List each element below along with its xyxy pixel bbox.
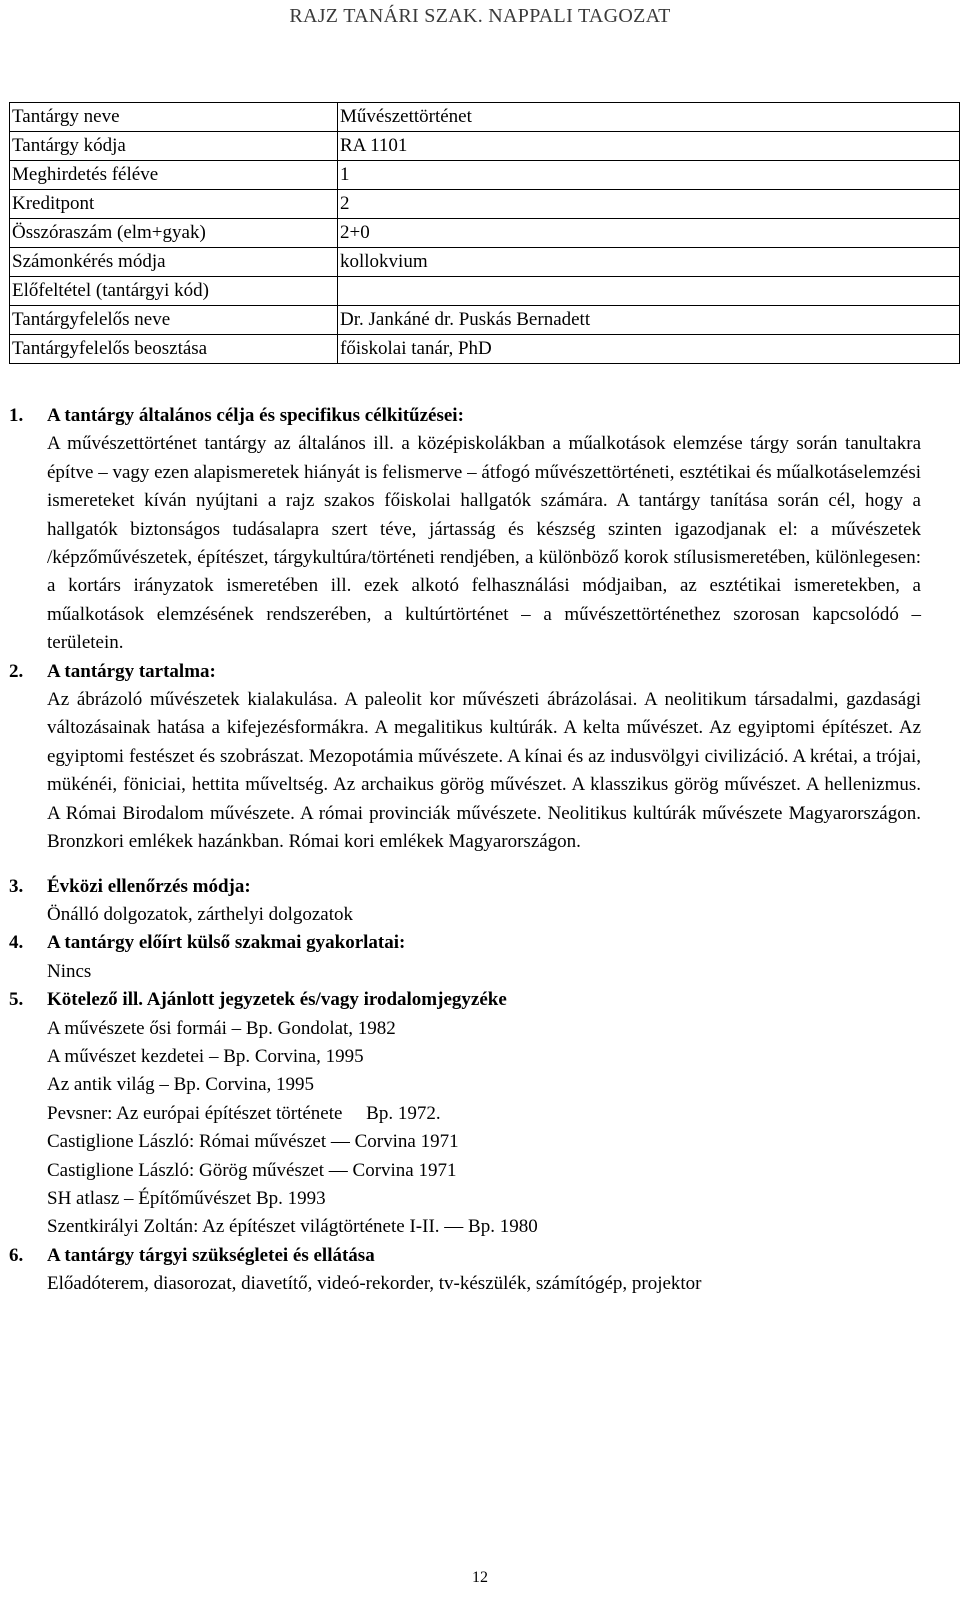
section-title: A tantárgy általános célja és specifikus célkitűzései: <box>47 405 464 426</box>
table-row <box>10 132 960 161</box>
reference-item: SH atlasz – Építőművészet Bp. 1993 <box>47 1187 326 1209</box>
exam-type-label: Számonkérés módja <box>10 248 338 277</box>
section-number: 1. <box>9 405 24 426</box>
prerequisite-value <box>338 277 960 306</box>
reference-item: Az antik világ – Bp. Corvina, 1995 <box>47 1074 315 1096</box>
table-row <box>10 335 960 364</box>
reference-item: Castiglione László: Görög művészet — Corvina 1971 <box>47 1159 457 1181</box>
section-title: Kötelező ill. Ajánlott jegyzetek és/vagy irodalomjegyzéke <box>47 989 507 1011</box>
hours-value: 2+0 <box>338 219 960 248</box>
responsible-position-label: Tantárgyfelelős beosztása <box>10 335 338 364</box>
semester-label: Meghirdetés féléve <box>10 161 338 190</box>
credit-label: Kreditpont <box>10 190 338 219</box>
section-body: Az ábrázoló művészetek kialakulása. A paleolit kor művészeti ábrázolásai. A neolitikum társadalmi, gazdasági változásainak hatása a kifejezésformákra. A megalitikus kultúrák. A kelta művészet. Az egyiptomi építészet. Az egyiptomi festészet és szobrászat. Mezopotámia művészete. A kínai és az indusvölgyi civilizáció. A krétai, a trójai, mükénéi, föniciai, hettita műveltség. Az archaikus görög művészet. A klasszikus görög művészet. A hellenizmus. A Római Birodalom művészete. A római provinciák művészete. Neolitikus kultúrák művészete Magyarországon. Bronzkori emlékek hazánkban. Római kori emlékek Magyarországon. <box>47 689 921 853</box>
table-row <box>10 103 960 132</box>
section-number: 5. <box>9 989 24 1011</box>
section-equipment <box>9 1242 921 1299</box>
section-title: A tantárgy tartalma: <box>47 660 216 682</box>
credit-value: 2 <box>338 190 960 219</box>
section-literature <box>9 986 921 1242</box>
course-code-label: Tantárgy kódja <box>10 132 338 161</box>
exam-type-value: kollokvium <box>338 248 960 277</box>
table-row <box>10 161 960 190</box>
table-row <box>10 219 960 248</box>
course-code-value: RA 1101 <box>338 132 960 161</box>
table-row <box>10 248 960 277</box>
document-body <box>9 402 921 1299</box>
prerequisite-label: Előfeltétel (tantárgyi kód) <box>10 277 338 306</box>
table-row <box>10 306 960 335</box>
reference-item: Pevsner: Az európai építészet története Bp. 1972. <box>47 1102 441 1124</box>
course-name-label: Tantárgy neve <box>10 103 338 132</box>
section-body: Önálló dolgozatok, zárthelyi dolgozatok <box>47 903 354 925</box>
table-row <box>10 277 960 306</box>
page-number: 12 <box>472 1569 488 1586</box>
section-body: A művészettörténet tantárgy az általános ill. a középiskolákban a műalkotások elemzése tárgy során tanultakra építve – vagy ezen alapismeretek hiányát is felismerve – átfogó művészettörténeti, esztétikai és műalkotáselemzési ismereteket kíván nyújtani a rajz szakos főiskolai hallgatók számára. A tantárgy tanítása során cél, hogy a hallgatók biztonságos tudásalapra szert téve, jártasság és készség szinten igazodjanak el: a művészetek /képzőművészetek, építészet, tárgykultúra/történeti rendjében, a különböző korok stílusismeretében, különlegesen: a kortárs irányzatok ismeretében ill. ezek alkotó felhasználási módjaiban, az esztétikai ismeretekben, a műalkotások elemzésének rendszerében, a kultúrtörténet – a művészettörténethez szorosan kapcsolódó – területein. <box>47 433 921 654</box>
course-info-table <box>9 102 960 364</box>
hours-label: Összóraszám (elm+gyak) <box>10 219 338 248</box>
section-assessment <box>9 873 921 930</box>
semester-value: 1 <box>338 161 960 190</box>
section-title: Évközi ellenőrzés módja: <box>47 875 251 897</box>
section-goals <box>9 402 921 658</box>
responsible-position-value: főiskolai tanár, PhD <box>338 335 960 364</box>
reference-item: Szentkirályi Zoltán: Az építészet világtörténete I-II. — Bp. 1980 <box>47 1216 538 1238</box>
section-title: A tantárgy előírt külső szakmai gyakorlatai: <box>47 932 406 954</box>
section-practice <box>9 929 921 986</box>
responsible-name-value: Dr. Jankáné dr. Puskás Bernadett <box>338 306 960 335</box>
section-content <box>9 658 921 857</box>
spacer <box>9 857 921 873</box>
reference-item: A művészete ősi formái – Bp. Gondolat, 1982 <box>47 1017 396 1039</box>
section-title: A tantárgy tárgyi szükségletei és ellátása <box>47 1244 375 1266</box>
table-row <box>10 190 960 219</box>
course-name-value: Művészettörténet <box>338 103 960 132</box>
section-body: Előadóterem, diasorozat, diavetítő, videó-rekorder, tv-készülék, számítógép, projektor <box>47 1273 702 1295</box>
section-number: 6. <box>9 1244 24 1266</box>
reference-item: Castiglione László: Római művészet — Corvina 1971 <box>47 1131 459 1153</box>
section-number: 2. <box>9 660 24 682</box>
section-number: 4. <box>9 932 24 954</box>
responsible-name-label: Tantárgyfelelős neve <box>10 306 338 335</box>
section-number: 3. <box>9 875 24 897</box>
reference-item: A művészet kezdetei – Bp. Corvina, 1995 <box>47 1045 364 1067</box>
page-header: RAJZ TANÁRI SZAK. NAPPALI TAGOZAT <box>289 5 671 27</box>
section-body: Nincs <box>47 960 92 982</box>
